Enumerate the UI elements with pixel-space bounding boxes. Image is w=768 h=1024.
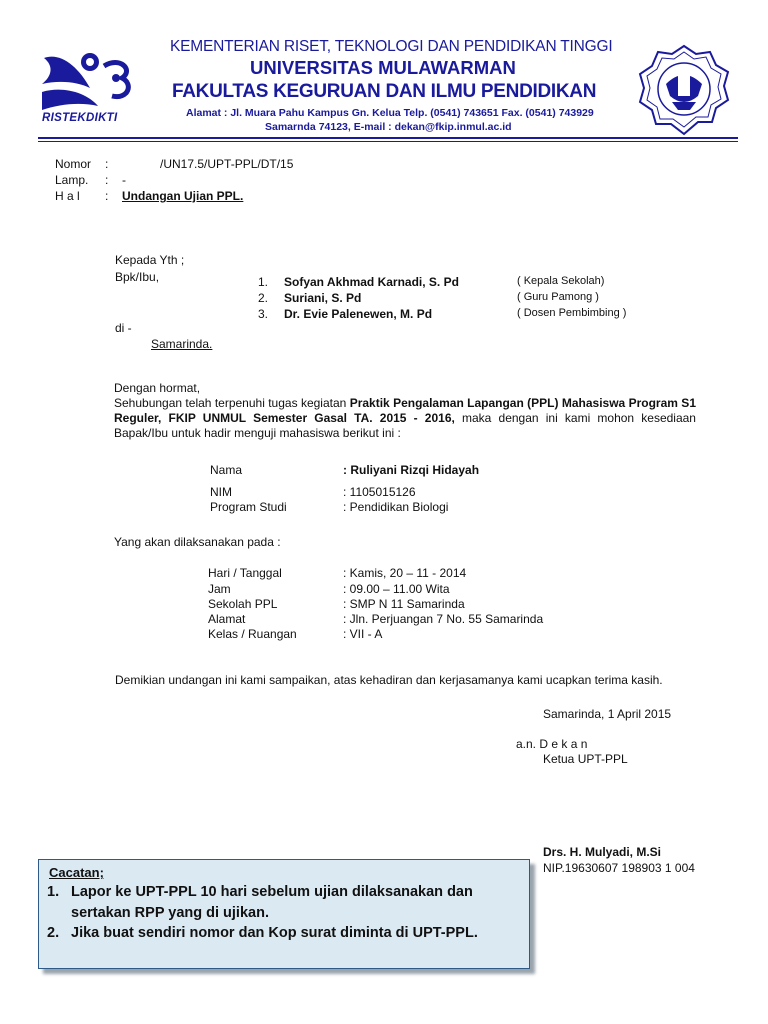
student-prodi-value: : Pendidikan Biologi — [343, 500, 449, 514]
note-item-2-num: 2. — [47, 925, 60, 941]
schedule-label-class: Kelas / Ruangan — [208, 627, 297, 641]
body-paragraph — [114, 396, 696, 441]
schedule-value-date: : Kamis, 20 – 11 - 2014 — [343, 566, 467, 580]
note-item-1-text: Lapor ke UPT-PPL 10 hari sebelum ujian dilaksanakan dan sertakan RPP yang di ujikan. — [71, 884, 473, 921]
note-title: Cacatan; — [49, 865, 104, 880]
hal-value: Undangan Ujian PPL. — [122, 189, 244, 203]
ministry-heading: KEMENTERIAN RISET, TEKNOLOGI DAN PENDIDIKAN TINGGI — [170, 38, 613, 55]
lamp-colon: : — [105, 173, 109, 187]
address-line-1: Alamat : Jl. Muara Pahu Kampus Gn. Kelua Telp. (0541) 743651 Fax. (0541) 743929 — [186, 107, 594, 119]
student-nim-label: NIM — [210, 485, 232, 499]
signer-position: Ketua UPT-PPL — [543, 752, 628, 766]
recipient-num-3: 3. — [258, 307, 269, 321]
letterhead-divider — [38, 137, 738, 139]
note-item-1-num: 1. — [47, 884, 60, 900]
place-date: Samarinda, 1 April 2015 — [543, 707, 672, 721]
letterhead-divider-thin — [38, 141, 738, 142]
recipient-num-2: 2. — [258, 291, 269, 305]
ristekdikti-logo-text: RISTEKDIKTI — [42, 112, 118, 124]
ristekdikti-logo — [38, 44, 138, 130]
greeting: Dengan hormat, — [114, 381, 201, 395]
hal-colon: : — [105, 189, 109, 203]
signer-name: Drs. H. Mulyadi, M.Si — [543, 845, 662, 859]
recipient-name-3: Dr. Evie Palenewen, M. Pd — [284, 307, 433, 321]
nomor-value: /UN17.5/UPT-PPL/DT/15 — [160, 157, 294, 171]
note-box — [38, 859, 530, 969]
nomor-label: Nomor — [55, 157, 92, 171]
recipient-name-1: Sofyan Akhmad Karnadi, S. Pd — [284, 275, 459, 289]
paragraph-intro: Sehubungan telah terpenuhi tugas kegiatan — [114, 396, 350, 410]
recipient-num-1: 1. — [258, 275, 269, 289]
nomor-colon: : — [105, 157, 109, 171]
schedule-value-school: : SMP N 11 Samarinda — [343, 597, 465, 611]
closing-text: Demikian undangan ini kami sampaikan, atas kehadiran dan kerjasamanya kami ucapkan terima kasih. — [115, 673, 663, 687]
note-item-2-text: Jika buat sendiri nomor dan Kop surat diminta di UPT-PPL. — [71, 925, 478, 941]
note-item-2 — [47, 923, 511, 944]
unmul-seal-icon — [638, 44, 730, 136]
kepada-yth: Kepada Yth ; — [115, 253, 185, 267]
unmul-seal — [638, 44, 730, 136]
address-line-2: Samarnda 74123, E-mail : dekan@fkip.inmul.ac.id — [265, 121, 512, 133]
paragraph-rest: maka dengan ini kami mohon kesediaan Bapak/Ibu untuk hadir menguji mahasiswa berikut ini : — [114, 411, 696, 440]
hal-label: H a l — [55, 189, 80, 203]
faculty-heading: FAKULTAS KEGURUAN DAN ILMU PENDIDIKAN — [172, 81, 597, 102]
university-heading: UNIVERSITAS MULAWARMAN — [250, 57, 516, 78]
schedule-label-date: Hari / Tanggal — [208, 566, 282, 580]
student-name-value: : Ruliyani Rizqi Hidayah — [343, 463, 480, 477]
student-nim-value: : 1105015126 — [343, 485, 416, 499]
paragraph-bold: Praktik Pengalaman Lapangan (PPL) Mahasiswa Program S1 Reguler, FKIP UNMUL Semester Gasal TA. 2015 - 2016, — [114, 396, 696, 425]
recipient-role-1: ( Kepala Sekolah) — [517, 275, 605, 287]
schedule-label-school: Sekolah PPL — [208, 597, 278, 611]
lamp-value: - — [122, 173, 126, 187]
note-item-1 — [47, 882, 511, 924]
schedule-value-class: : VII - A — [343, 627, 383, 641]
schedule-value-time: : 09.00 – 11.00 Wita — [343, 582, 450, 596]
schedule-label-address: Alamat — [208, 612, 246, 626]
di-label: di - — [115, 321, 132, 335]
bpk-ibu: Bpk/Ibu, — [115, 270, 160, 284]
schedule-label-time: Jam — [208, 582, 231, 596]
student-prodi-label: Program Studi — [210, 500, 287, 514]
recipient-city: Samarinda. — [151, 337, 213, 351]
schedule-intro: Yang akan dilaksanakan pada : — [114, 535, 281, 549]
recipient-name-2: Suriani, S. Pd — [284, 291, 362, 305]
an-dekan: a.n. D e k a n — [516, 737, 588, 751]
recipient-role-3: ( Dosen Pembimbing ) — [517, 307, 627, 319]
lamp-label: Lamp. — [55, 173, 89, 187]
recipient-role-2: ( Guru Pamong ) — [517, 291, 599, 303]
signer-nip: NIP.19630607 198903 1 004 — [543, 861, 695, 875]
student-name-label: Nama — [210, 463, 243, 477]
schedule-value-address: : Jln. Perjuangan 7 No. 55 Samarinda — [343, 612, 544, 626]
